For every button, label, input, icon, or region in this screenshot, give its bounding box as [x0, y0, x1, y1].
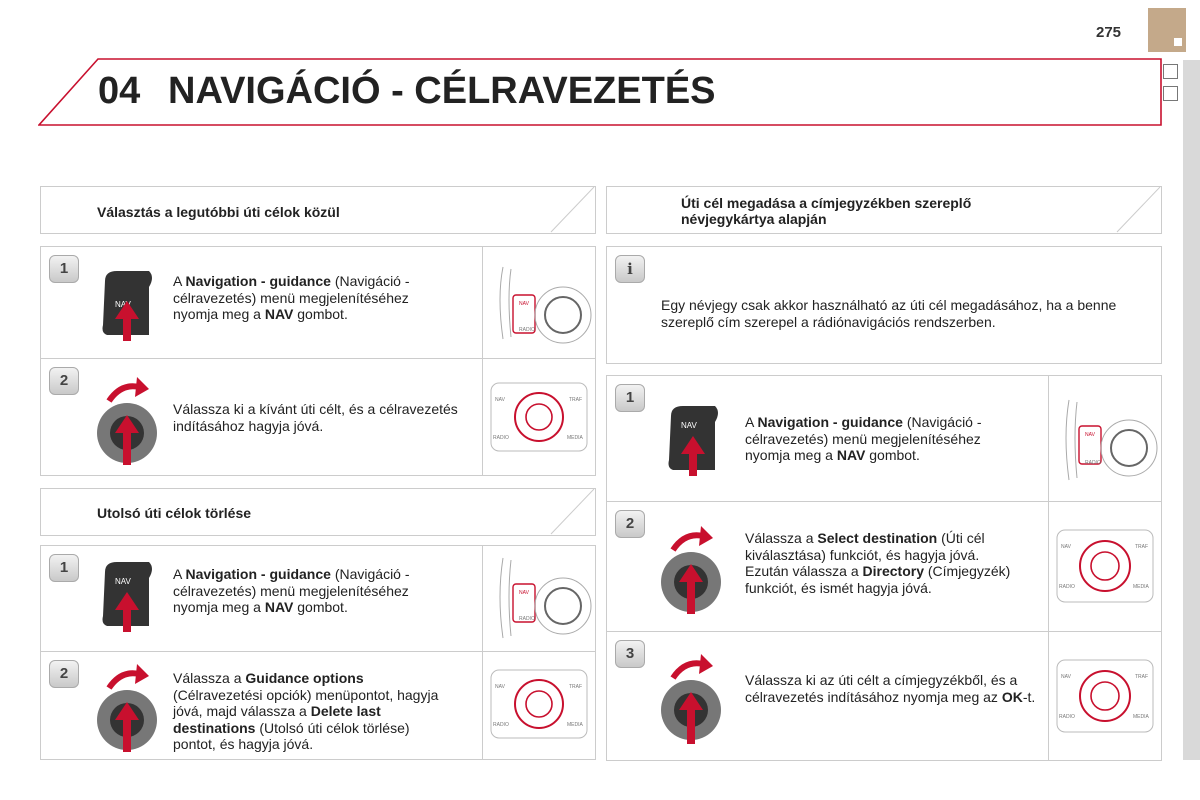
step-card — [40, 651, 596, 760]
thumb-media-label: MEDIA — [1133, 714, 1149, 720]
thumb-nav-label: NAV — [1061, 674, 1071, 680]
step-number-badge: 1 — [49, 554, 79, 582]
step-text: A Navigation - guidance (Navigáció - célravezetés) menü megjelenítéséhez nyomja meg a NAV gombot. — [745, 414, 982, 463]
thumb-radio-label: RADIO — [493, 722, 509, 728]
thumb-radio-label: RADIO — [493, 435, 509, 441]
side-marker — [1163, 86, 1178, 101]
step-card — [40, 358, 596, 476]
step-card — [606, 375, 1162, 503]
step-card — [40, 545, 596, 653]
thumb-traf-label: TRAF — [569, 397, 583, 403]
step-text: Válassza a Select destination (Úti cél kiválasztása) funkciót, és hagyja jóvá. Ezután válassza a Directory (Címjegyzék) funkciót, és ismét hagyja jóvá. — [745, 530, 1011, 596]
console-knob-thumbnail — [1048, 502, 1161, 632]
nav-label: NAV — [115, 577, 131, 586]
step-number-badge: 1 — [49, 255, 79, 283]
section-heading-text: Utolsó úti célok törlése — [97, 505, 252, 521]
step-text: Válassza ki a kívánt úti célt, és a célravezetés indításához hagyja jóvá. — [173, 401, 458, 434]
thumb-traf-label: TRAF — [1135, 674, 1149, 680]
console-knob-thumbnail — [482, 359, 595, 475]
chapter-number: 04 — [98, 70, 141, 112]
console-knob-thumbnail — [482, 652, 595, 759]
step-card — [606, 501, 1162, 633]
thumb-nav-label: NAV — [1085, 432, 1095, 438]
page-title: NAVIGÁCIÓ - CÉLRAVEZETÉS — [168, 70, 716, 112]
thumb-nav-label: NAV — [1061, 544, 1071, 550]
thumb-media-label: MEDIA — [567, 435, 583, 441]
rotary-knob-icon — [661, 518, 725, 618]
step-text: A Navigation - guidance (Navigáció - célravezetés) menü megjelenítéséhez nyomja meg a NAV gombot. — [173, 566, 410, 615]
rotary-knob-icon — [97, 369, 161, 469]
thumb-media-label: MEDIA — [567, 722, 583, 728]
thumb-radio-label: RADIO — [519, 327, 535, 333]
console-knob-thumbnail — [1048, 632, 1161, 760]
section-heading-text: Választás a legutóbbi úti célok közül — [97, 204, 340, 220]
section-heading — [40, 186, 596, 234]
thumb-nav-label: NAV — [495, 684, 505, 690]
thumb-nav-label: NAV — [495, 397, 505, 403]
page-number: 275 — [1096, 24, 1122, 41]
info-text: Egy névjegy csak akkor használható az úti cél megadásához, ha a benne szereplő cím szerepel a rádiónavigációs rendszerben. — [661, 297, 1117, 330]
step-number-badge: 2 — [615, 510, 645, 538]
step-text: Válassza a Guidance options (Célravezetési opciók) menüpontot, hagyja jóvá, majd válassza a Delete last destinations (Utolsó úti célok törlése) pontot, és hagyja jóvá. — [173, 670, 439, 752]
thumb-traf-label: TRAF — [569, 684, 583, 690]
thumb-nav-label: NAV — [519, 301, 529, 307]
thumb-radio-label: RADIO — [1059, 714, 1075, 720]
nav-label: NAV — [115, 300, 131, 309]
nav-button-icon — [97, 265, 157, 345]
thumb-radio-label: RADIO — [1085, 460, 1101, 466]
thumb-traf-label: TRAF — [1135, 544, 1149, 550]
step-number-badge: 1 — [615, 384, 645, 412]
side-bar — [1183, 60, 1200, 760]
section-heading — [606, 186, 1162, 234]
step-card — [606, 631, 1162, 761]
nav-button-icon — [663, 400, 723, 480]
thumb-nav-label: NAV — [519, 590, 529, 596]
step-text: Válassza ki az úti célt a címjegyzékből, és a célravezetés indításához nyomja meg az OK-t. — [745, 672, 1036, 705]
info-icon: i — [615, 255, 645, 283]
thumb-radio-label: RADIO — [519, 616, 535, 622]
rotary-knob-icon — [97, 656, 161, 756]
side-marker — [1163, 64, 1178, 79]
step-card — [40, 246, 596, 360]
section-heading — [40, 488, 596, 536]
step-number-badge: 2 — [49, 367, 79, 395]
step-number-badge: 3 — [615, 640, 645, 668]
step-number-badge: 2 — [49, 660, 79, 688]
step-text: A Navigation - guidance (Navigáció - célravezetés) menü megjelenítéséhez nyomja meg a NAV gombot. — [173, 273, 410, 322]
console-nav-thumbnail — [482, 247, 595, 359]
console-nav-thumbnail — [482, 546, 595, 652]
nav-button-icon — [97, 556, 157, 636]
section-heading-text: Úti cél megadása a címjegyzékben szereplő névjegykártya alapján — [681, 195, 972, 227]
thumb-media-label: MEDIA — [1133, 584, 1149, 590]
info-card — [606, 246, 1162, 364]
nav-label: NAV — [681, 421, 697, 430]
rotary-knob-icon — [661, 646, 725, 750]
thumb-radio-label: RADIO — [1059, 584, 1075, 590]
console-nav-thumbnail — [1048, 376, 1161, 502]
chapter-tab — [1148, 8, 1186, 52]
